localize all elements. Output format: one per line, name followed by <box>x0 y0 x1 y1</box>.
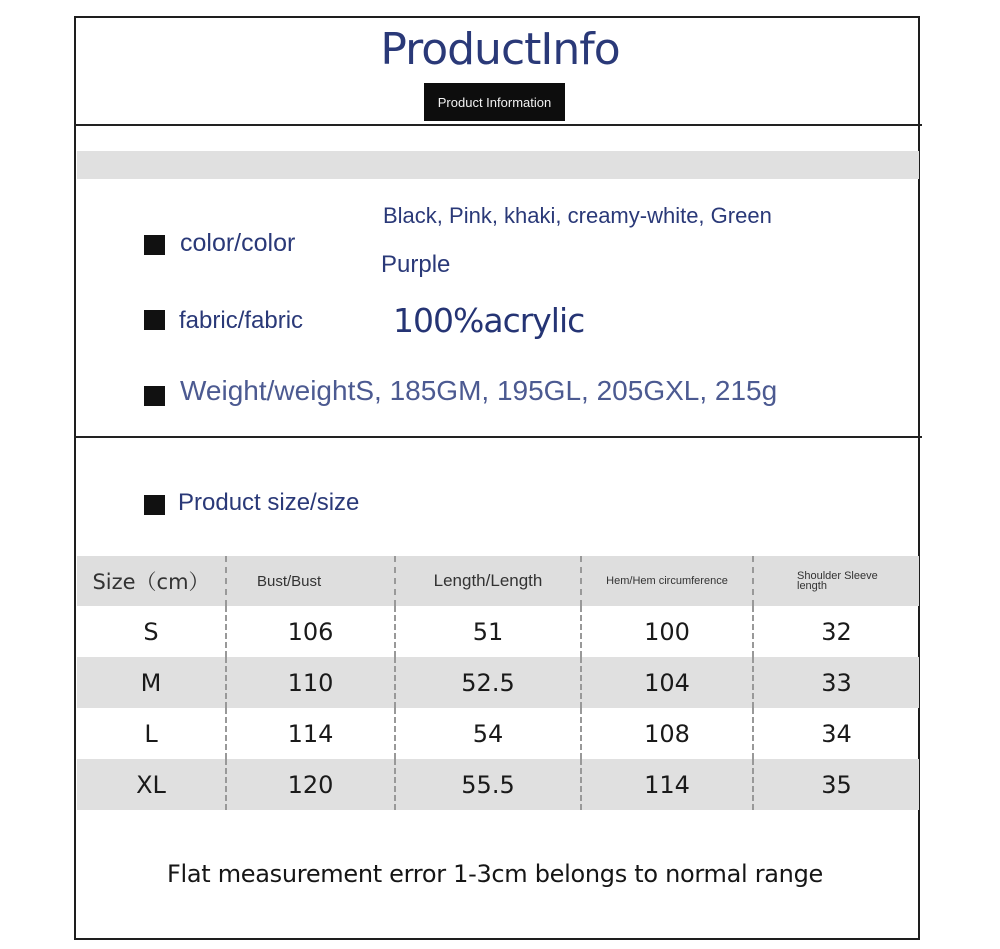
cell-hem: 104 <box>581 657 753 708</box>
cell-length: 52.5 <box>395 657 581 708</box>
bullet-square-icon <box>144 386 165 406</box>
table-row <box>77 708 919 759</box>
color-values-line2: Purple <box>381 251 451 278</box>
cell-length: 55.5 <box>395 759 581 810</box>
header-shoulder-text: Shoulder Sleeve length <box>797 570 878 592</box>
cell-size: XL <box>136 770 166 799</box>
cell-bust: 114 <box>226 708 395 759</box>
cell-hem: 108 <box>581 708 753 759</box>
cell-bust: 106 <box>226 606 395 657</box>
cell-bust: 110 <box>226 657 395 708</box>
cell-bust: 120 <box>226 759 395 810</box>
cell-shoulder: 34 <box>753 708 919 759</box>
bullet-square-icon <box>144 495 165 515</box>
table-row <box>77 759 919 810</box>
header-bust: Bust/Bust <box>226 556 395 606</box>
table-row <box>77 657 919 708</box>
fabric-value: 100%acrylic <box>393 301 585 340</box>
subtitle-badge: Product Information <box>424 83 565 121</box>
cell-hem: 114 <box>581 759 753 810</box>
weight-line: Weight/weightS, 185GM, 195GL, 205GXL, 215g <box>180 375 778 406</box>
header-length: Length/Length <box>395 556 581 606</box>
footer-note: Flat measurement error 1-3cm belongs to normal range <box>167 860 823 888</box>
cell-length: 54 <box>395 708 581 759</box>
header-divider <box>74 124 922 126</box>
cell-size: S <box>143 617 159 646</box>
cell-shoulder: 35 <box>753 759 919 810</box>
fabric-label: fabric/fabric <box>179 307 304 334</box>
cell-shoulder: 33 <box>753 657 919 708</box>
section-divider <box>74 436 922 438</box>
cell-hem: 100 <box>581 606 753 657</box>
page-title: ProductInfo <box>380 24 620 75</box>
cell-size: L <box>144 719 158 748</box>
size-table-header-row <box>77 556 919 606</box>
grey-band <box>77 151 919 179</box>
bullet-square-icon <box>144 310 165 330</box>
header-hem: Hem/Hem circumference <box>581 556 753 606</box>
cell-shoulder: 32 <box>753 606 919 657</box>
size-table <box>77 556 919 810</box>
color-values-line1: Black, Pink, khaki, creamy-white, Green <box>383 203 772 228</box>
bullet-square-icon <box>144 235 165 255</box>
header-size: Size（cm） <box>92 570 210 594</box>
header-shoulder <box>753 556 919 606</box>
color-label: color/color <box>180 229 296 257</box>
cell-size: M <box>140 668 162 697</box>
table-row <box>77 606 919 657</box>
size-label: Product size/size <box>178 489 360 516</box>
cell-length: 51 <box>395 606 581 657</box>
